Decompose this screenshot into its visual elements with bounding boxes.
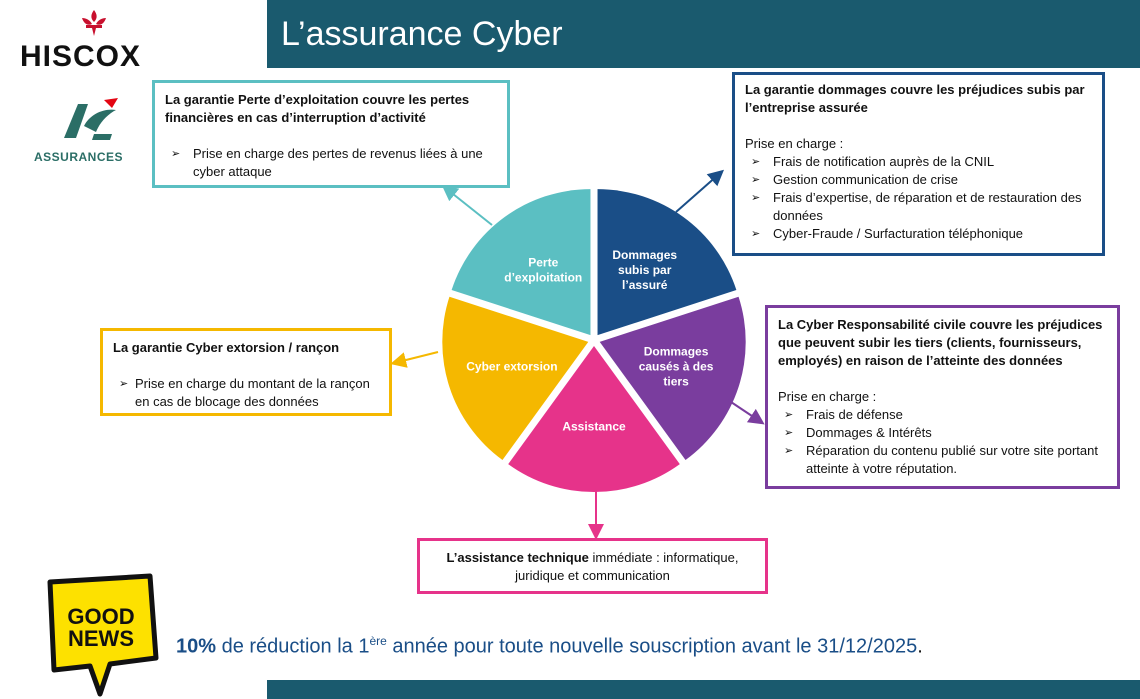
- hiscox-wordmark: HISCOX: [20, 40, 142, 73]
- pie-segment-label: Cyber extorsion: [466, 359, 558, 374]
- box-perte-exploitation: [152, 80, 510, 188]
- promo-text: [176, 634, 923, 659]
- pie-segment-label: d’exploitation: [504, 270, 583, 285]
- list-item: ➢ Prise en charge des pertes de revenus liées à une cyber attaque: [165, 145, 497, 181]
- box-perte-list: [165, 145, 497, 181]
- list-item: ➢ Prise en charge du montant de la rançon en cas de blocage des données: [113, 375, 379, 411]
- box-responsabilite-civile: [765, 305, 1120, 489]
- coverage-pie: [400, 180, 760, 500]
- box-perte-heading: La garantie Perte d’exploitation couvre les pertes financières en cas d’interruption d’activité: [165, 92, 470, 125]
- box-extorsion-list: [113, 375, 379, 411]
- pie-segment-label: Assistance: [562, 419, 626, 434]
- list-item: ➢ Frais de notification auprès de la CNIL: [745, 153, 1092, 171]
- box-cyber-extorsion: [100, 328, 392, 416]
- box-assistance-text: immédiate : informatique, juridique et communication: [515, 550, 739, 583]
- box-dommages-subis: [732, 72, 1105, 256]
- promo-text-b: année pour toute nouvelle souscription avant le 31/12/2025: [386, 635, 918, 658]
- list-item: ➢ Frais de défense: [778, 406, 1107, 424]
- fleur-de-lis-icon: [80, 10, 108, 40]
- pie-segment-label: causés à des: [638, 359, 714, 374]
- credit-agricole-emblem-icon: [54, 96, 124, 146]
- list-item: ➢ Dommages & Intérêts: [778, 424, 1107, 442]
- box-dommages-list: [745, 153, 1092, 243]
- footer-bar: [267, 680, 1140, 699]
- box-rc-intro: Prise en charge :: [778, 389, 877, 404]
- list-item: ➢ Gestion communication de crise: [745, 171, 1092, 189]
- box-rc-list: [778, 406, 1107, 478]
- pie-segment-label: Dommages: [612, 248, 678, 263]
- promo-sup: ère: [369, 634, 387, 648]
- promo-percent: 10%: [176, 635, 217, 658]
- page-title-bar: [267, 0, 1140, 68]
- pie-segment-label: subis par: [618, 263, 672, 278]
- list-item: ➢ Frais d’expertise, de réparation et de restauration des données: [745, 189, 1092, 225]
- badge-line-2: NEWS: [68, 626, 134, 651]
- promo-text-a: de réduction la 1: [216, 635, 370, 658]
- promo-end: .: [917, 635, 923, 658]
- pie-segment-label: Dommages: [643, 344, 709, 359]
- box-dommages-intro: Prise en charge :: [745, 136, 844, 151]
- pie-segment-label: l’assuré: [622, 278, 668, 293]
- hiscox-logo: [20, 10, 170, 72]
- box-dommages-heading: La garantie dommages couvre les préjudices subis par l’entreprise assurée: [745, 82, 1085, 115]
- page-title: L’assurance Cyber: [281, 15, 563, 53]
- list-item: ➢ Cyber-Fraude / Surfacturation téléphonique: [745, 225, 1092, 243]
- box-rc-heading: La Cyber Responsabilité civile couvre les préjudices que peuvent subir les tiers (clients, fournisseurs, employés) en raison de l’atteinte des données: [778, 317, 1103, 368]
- box-extorsion-heading: La garantie Cyber extorsion / rançon: [113, 340, 340, 355]
- badge-line-1: GOOD: [67, 604, 135, 629]
- box-assistance: [417, 538, 768, 594]
- good-news-badge: [38, 572, 163, 697]
- credit-agricole-logo: [34, 96, 140, 166]
- list-item: ➢ Réparation du contenu publié sur votre site portant atteinte à votre réputation.: [778, 442, 1107, 478]
- box-assistance-heading: L’assistance technique: [446, 550, 589, 565]
- credit-agricole-label: ASSURANCES: [34, 150, 124, 164]
- pie-segment-label: tiers: [663, 374, 689, 389]
- pie-segment-label: Perte: [528, 255, 559, 270]
